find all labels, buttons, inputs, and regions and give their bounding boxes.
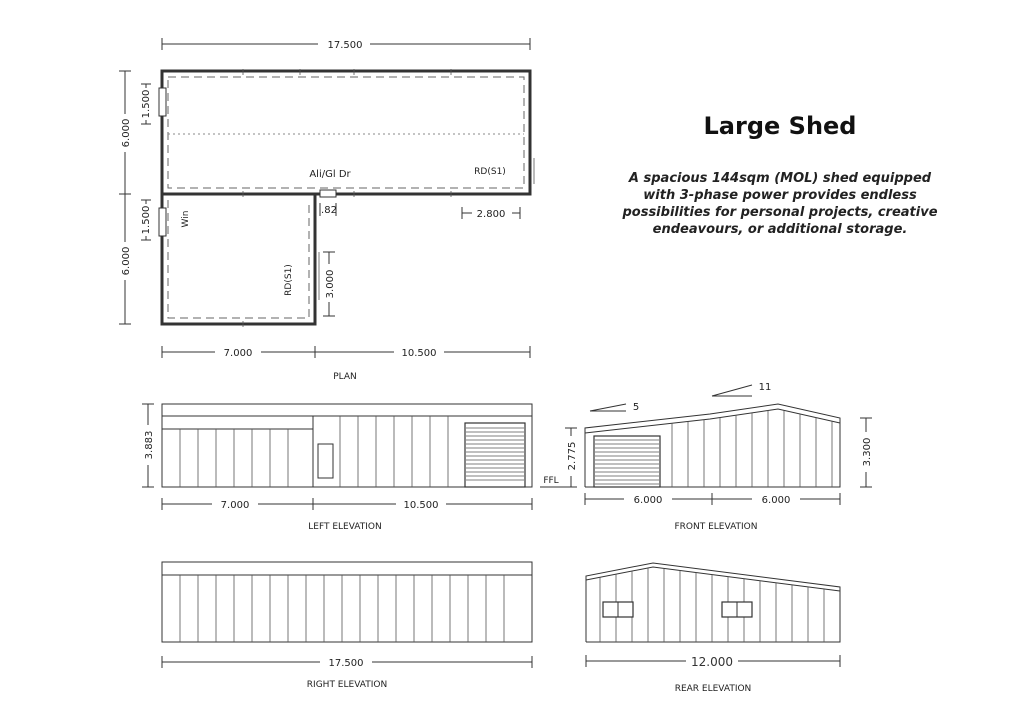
plan-win-label: Win bbox=[181, 210, 191, 228]
shed-title: Large Shed bbox=[703, 112, 857, 140]
ffl-label: FFL bbox=[543, 476, 559, 486]
plan-window-lower bbox=[159, 208, 166, 236]
plan-dim-bottom bbox=[162, 345, 530, 359]
pitch-left-label: 5 bbox=[632, 402, 640, 413]
plan-dim-rd-height bbox=[321, 252, 337, 316]
right-elevation-dim-width: 17.500 bbox=[328, 658, 364, 669]
rear-elevation-window-left bbox=[603, 602, 633, 617]
left-elevation bbox=[140, 404, 565, 532]
pitch-left-symbol bbox=[590, 402, 639, 413]
front-elevation-dim-right-width: 6.000 bbox=[761, 495, 791, 506]
plan-dim-left-heights bbox=[116, 71, 153, 324]
plan-door-label: Ali/Gl Dr bbox=[309, 169, 351, 180]
plan-rd-upper-label: RD(S1) bbox=[474, 167, 506, 177]
right-elevation-cladding bbox=[180, 575, 504, 642]
rear-elevation-window-right bbox=[722, 602, 752, 617]
right-elevation bbox=[162, 562, 532, 690]
plan-dim-lower-height: 6.000 bbox=[121, 246, 132, 276]
plan-dim-small-door bbox=[320, 203, 337, 216]
left-elevation-caption: LEFT ELEVATION bbox=[308, 522, 382, 532]
left-elevation-dim-height: 3.883 bbox=[144, 430, 155, 460]
plan-dim-small-door-text: .82 bbox=[321, 205, 337, 216]
front-elevation-dim-left-width: 6.000 bbox=[633, 495, 663, 506]
front-elevation-caption: FRONT ELEVATION bbox=[674, 522, 758, 532]
front-elevation-dim-right-height: 3.300 bbox=[862, 437, 873, 467]
left-elevation-door bbox=[318, 444, 333, 478]
rear-elevation bbox=[586, 563, 840, 694]
plan-dim-lower-offset: 1.500 bbox=[141, 205, 152, 235]
rear-elevation-caption: REAR ELEVATION bbox=[674, 684, 752, 694]
plan-dim-total-width bbox=[162, 37, 530, 51]
shed-description: A spacious 144sqm (MOL) shed equipped with 3-phase power provides endless possibilities for personal projects, creative endeavours, or additional storage. bbox=[622, 171, 938, 237]
plan-dim-upper-height: 6.000 bbox=[121, 118, 132, 148]
left-elevation-cladding-left bbox=[180, 429, 288, 487]
plan-dim-door-offset bbox=[462, 206, 520, 220]
plan-dim-rd-height-text: 3.000 bbox=[325, 269, 336, 299]
plan-rd-lower-label: RD(S1) bbox=[284, 264, 294, 296]
plan-dim-right-width: 10.500 bbox=[401, 348, 437, 359]
front-elevation-dim-left-height: 2.775 bbox=[567, 441, 578, 471]
plan-view bbox=[116, 37, 534, 382]
plan-window-upper bbox=[159, 88, 166, 116]
front-elevation-cladding bbox=[672, 410, 832, 487]
left-elevation-cladding-right bbox=[340, 416, 448, 487]
plan-caption: PLAN bbox=[333, 372, 357, 382]
pitch-right-symbol bbox=[712, 382, 771, 396]
plan-dim-upper-offset: 1.500 bbox=[141, 89, 152, 119]
right-elevation-caption: RIGHT ELEVATION bbox=[306, 680, 388, 690]
plan-walls bbox=[159, 69, 534, 327]
plan-dim-total-width-text: 17.500 bbox=[327, 40, 363, 51]
left-elevation-dim-left: 7.000 bbox=[220, 500, 250, 511]
pitch-right-label: 11 bbox=[758, 382, 772, 393]
plan-dim-left-width: 7.000 bbox=[223, 348, 253, 359]
left-elevation-dim-right: 10.500 bbox=[403, 500, 439, 511]
plan-dim-door-offset-text: 2.800 bbox=[476, 209, 506, 220]
left-elevation-roller-door bbox=[465, 423, 525, 487]
info-panel bbox=[620, 112, 940, 238]
front-elevation bbox=[563, 382, 874, 532]
rear-elevation-dim-width: 12.000 bbox=[691, 655, 733, 669]
plan-small-door bbox=[320, 190, 336, 197]
